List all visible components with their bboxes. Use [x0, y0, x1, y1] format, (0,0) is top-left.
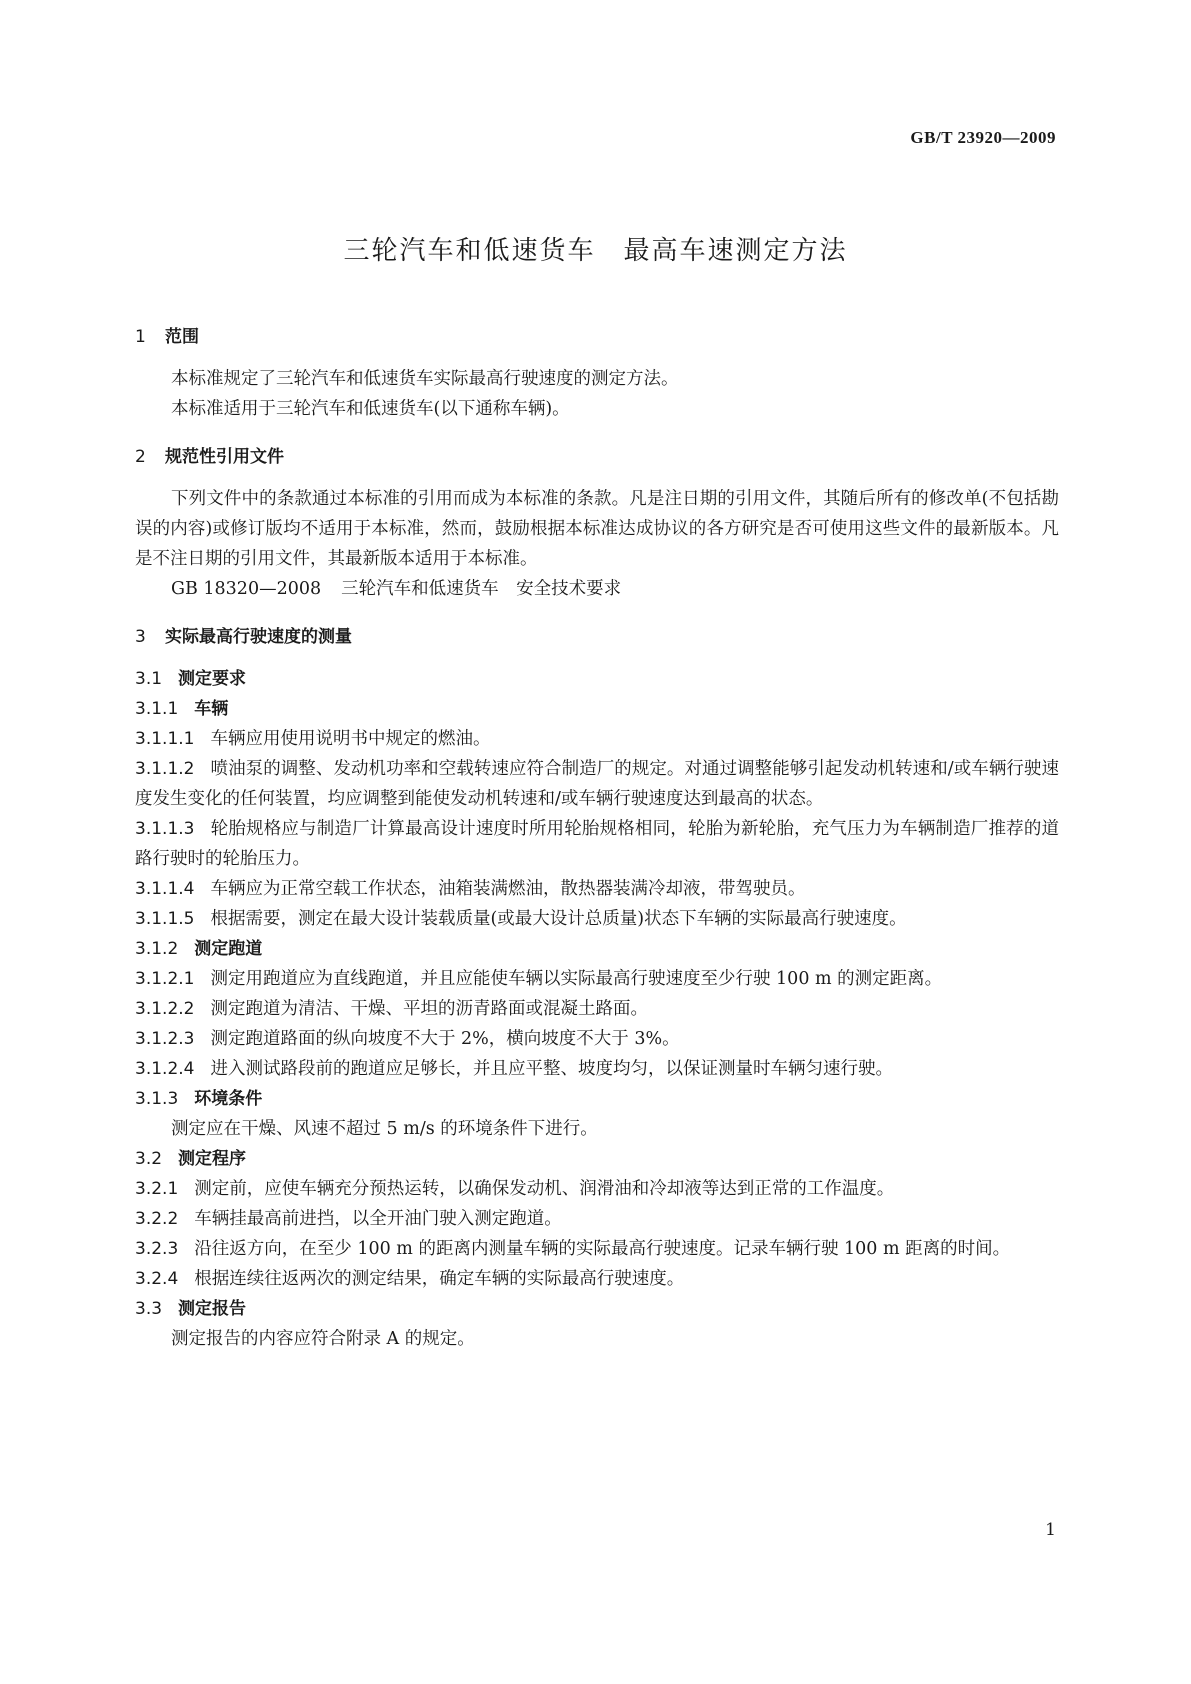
clause-item: [135, 1234, 1059, 1264]
section-title: 范围: [165, 327, 199, 347]
clause-number: 3.1.2.4: [135, 1059, 195, 1079]
clause-item: [135, 1264, 1059, 1294]
clause-item: [135, 754, 1059, 814]
subsection-number: 3.2: [135, 1149, 163, 1169]
clause-text: 车辆应用使用说明书中规定的燃油。: [210, 729, 491, 749]
paragraph: 测定报告的内容应符合附录 A 的规定。: [171, 1329, 475, 1349]
section-title: 规范性引用文件: [165, 447, 284, 467]
clause-text: 车辆应为正常空载工作状态，油箱装满燃油，散热器装满冷却液，带驾驶员。: [210, 879, 806, 899]
clause-item: [135, 814, 1059, 874]
subsection-heading-3-1-1: [135, 694, 1059, 724]
subsection-title: 环境条件: [194, 1089, 263, 1109]
document-title: 三轮汽车和低速货车 最高车速测定方法: [343, 236, 848, 266]
clause-item: [135, 1174, 1059, 1204]
section-number: 1: [135, 327, 146, 347]
clause-text: 测定跑道为清洁、干燥、平坦的沥青路面或混凝土路面。: [210, 999, 648, 1019]
clause-item: [135, 964, 1059, 994]
reference-title: 三轮汽车和低速货车 安全技术要求: [341, 579, 622, 599]
clause-item: [135, 724, 1059, 754]
clause-number: 3.2.3: [135, 1239, 179, 1259]
subsection-heading-3-1-2: [135, 934, 1059, 964]
clause-number: 3.1.1.4: [135, 879, 195, 899]
clause-item: [135, 874, 1059, 904]
clause-item: [135, 1024, 1059, 1054]
subsection-number: 3.3: [135, 1299, 163, 1319]
clause-text: 测定用跑道应为直线跑道，并且应能使车辆以实际最高行驶速度至少行驶 100 m 的测定距离。: [210, 969, 943, 989]
section-title: 实际最高行驶速度的测量: [165, 627, 352, 647]
clause-number: 3.1.2.2: [135, 999, 195, 1019]
clause-number: 3.1.1.1: [135, 729, 195, 749]
subsection-title: 测定要求: [178, 669, 247, 689]
section-heading-1: [135, 322, 1059, 352]
clause-text: 车辆挂最高前进挡，以全开油门驶入测定跑道。: [194, 1209, 562, 1229]
standard-code: GB/T 23920—2009: [910, 128, 1056, 147]
paragraph: 本标准适用于三轮汽车和低速货车(以下通称车辆)。: [171, 399, 570, 419]
document-body: [135, 322, 1059, 1354]
clause-number: 3.1.1.3: [135, 819, 195, 839]
subsection-heading-3-1-3: [135, 1084, 1059, 1114]
clause-number: 3.1.2.3: [135, 1029, 195, 1049]
reference-code: GB 18320—2008: [171, 579, 322, 599]
clause-number: 3.2.1: [135, 1179, 179, 1199]
paragraph: 本标准规定了三轮汽车和低速货车实际最高行驶速度的测定方法。: [171, 369, 679, 389]
subsection-title: 测定程序: [178, 1149, 247, 1169]
clause-item: [135, 994, 1059, 1024]
clause-text: 进入测试路段前的跑道应足够长，并且应平整、坡度均匀，以保证测量时车辆匀速行驶。: [210, 1059, 893, 1079]
subsection-number: 3.1.3: [135, 1089, 179, 1109]
section-heading-2: [135, 442, 1059, 472]
clause-text: 测定跑道路面的纵向坡度不大于 2%，横向坡度不大于 3%。: [210, 1029, 680, 1049]
clause-text: 测定前，应使车辆充分预热运转，以确保发动机、润滑油和冷却液等达到正常的工作温度。: [194, 1179, 895, 1199]
subsection-heading-3-1: [135, 664, 1059, 694]
subsection-title: 测定报告: [178, 1299, 247, 1319]
subsection-number: 3.1.2: [135, 939, 179, 959]
section-number: 3: [135, 627, 146, 647]
clause-item: [135, 1204, 1059, 1234]
normative-reference: [135, 574, 1059, 604]
subsection-title: 车辆: [194, 699, 229, 719]
clause-item: [135, 904, 1059, 934]
subsection-title: 测定跑道: [194, 939, 263, 959]
subsection-heading-3-3: [135, 1294, 1059, 1324]
clause-item: [135, 1054, 1059, 1084]
clause-number: 3.2.2: [135, 1209, 179, 1229]
clause-number: 3.2.4: [135, 1269, 179, 1289]
clause-number: 3.1.1.2: [135, 759, 195, 779]
clause-text: 根据需要，测定在最大设计装载质量(或最大设计总质量)状态下车辆的实际最高行驶速度。: [210, 909, 907, 929]
clause-number: 3.1.2.1: [135, 969, 195, 989]
section-heading-3: [135, 622, 1059, 652]
section-number: 2: [135, 447, 146, 467]
clause-text: 根据连续往返两次的测定结果，确定车辆的实际最高行驶速度。: [194, 1269, 685, 1289]
clause-text: 沿往返方向，在至少 100 m 的距离内测量车辆的实际最高行驶速度。记录车辆行驶 100 m 距离的时间。: [194, 1239, 1011, 1259]
subsection-number: 3.1.1: [135, 699, 179, 719]
clause-text: 喷油泵的调整、发动机功率和空载转速应符合制造厂的规定。对通过调整能够引起发动机转速和/或车辆行驶速度发生变化的任何装置，均应调整到能使发动机转速和/或车辆行驶速度达到最高的状态。: [135, 759, 1059, 809]
paragraph: 测定应在干燥、风速不超过 5 m/s 的环境条件下进行。: [171, 1119, 598, 1139]
clause-number: 3.1.1.5: [135, 909, 195, 929]
paragraph: 下列文件中的条款通过本标准的引用而成为本标准的条款。凡是注日期的引用文件，其随后所有的修改单(不包括勘误的内容)或修订版均不适用于本标准，然而，鼓励根据本标准达成协议的各方研究是否可使用这些文件的最新版本。凡是不注日期的引用文件，其最新版本适用于本标准。: [135, 489, 1059, 569]
subsection-number: 3.1: [135, 669, 163, 689]
clause-text: 轮胎规格应与制造厂计算最高设计速度时所用轮胎规格相同，轮胎为新轮胎，充气压力为车辆制造厂推荐的道路行驶时的轮胎压力。: [135, 819, 1059, 869]
page-number: 1: [1045, 1520, 1056, 1540]
subsection-heading-3-2: [135, 1144, 1059, 1174]
